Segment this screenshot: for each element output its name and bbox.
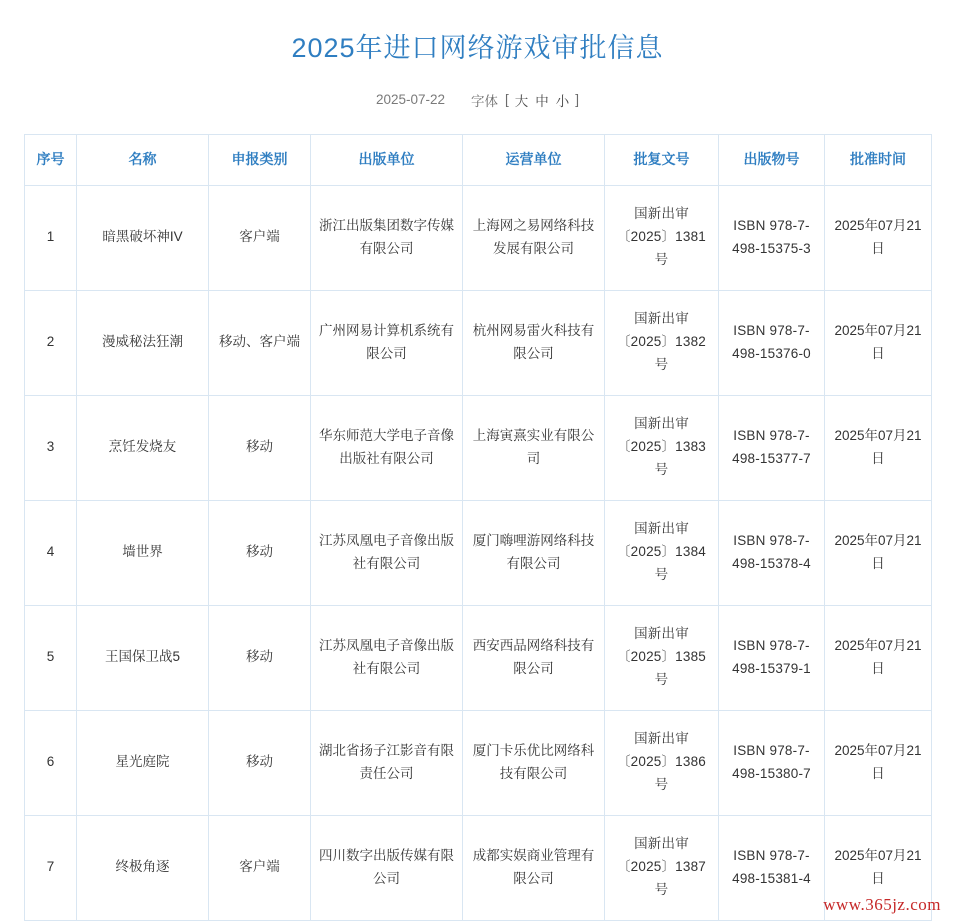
- bracket-close: ]: [575, 92, 580, 108]
- cell-name: 墙世界: [77, 500, 209, 605]
- table-header-row: [25, 134, 932, 185]
- cell-publisher: 浙江出版集团数字传媒有限公司: [311, 185, 463, 290]
- cell-isbn: ISBN 978-7-498-15381-4: [719, 815, 825, 920]
- column-header-no: 序号: [25, 134, 77, 185]
- cell-doc-no: 国新出审〔2025〕1381号: [605, 185, 719, 290]
- approval-table-wrap: [24, 134, 931, 921]
- cell-doc-no: 国新出审〔2025〕1383号: [605, 395, 719, 500]
- cell-category: 移动: [209, 395, 311, 500]
- approval-table: [24, 134, 932, 921]
- cell-name: 王国保卫战5: [77, 605, 209, 710]
- cell-name: 暗黑破坏神IV: [77, 185, 209, 290]
- cell-name: 烹饪发烧友: [77, 395, 209, 500]
- cell-publisher: 四川数字出版传媒有限公司: [311, 815, 463, 920]
- cell-no: 1: [25, 185, 77, 290]
- table-row: [25, 290, 932, 395]
- cell-no: 7: [25, 815, 77, 920]
- cell-operator: 厦门卡乐优比网络科技有限公司: [463, 710, 605, 815]
- bracket-open: [: [505, 92, 509, 108]
- cell-operator: 西安西品网络科技有限公司: [463, 605, 605, 710]
- cell-doc-no: 国新出审〔2025〕1385号: [605, 605, 719, 710]
- column-header-doc-no: 批复文号: [605, 134, 719, 185]
- cell-operator: 厦门嗨哩游网络科技有限公司: [463, 500, 605, 605]
- cell-approval-date: 2025年07月21日: [825, 185, 932, 290]
- cell-category: 移动: [209, 605, 311, 710]
- table-row: [25, 605, 932, 710]
- cell-isbn: ISBN 978-7-498-15375-3: [719, 185, 825, 290]
- column-header-approval-date: 批准时间: [825, 134, 932, 185]
- cell-doc-no: 国新出审〔2025〕1387号: [605, 815, 719, 920]
- cell-no: 6: [25, 710, 77, 815]
- publish-date: 2025-07-22: [375, 92, 446, 108]
- cell-isbn: ISBN 978-7-498-15376-0: [719, 290, 825, 395]
- table-row: [25, 500, 932, 605]
- column-header-operator: 运营单位: [463, 134, 605, 185]
- cell-isbn: ISBN 978-7-498-15378-4: [719, 500, 825, 605]
- cell-approval-date: 2025年07月21日: [825, 290, 932, 395]
- font-size-label: 字体: [471, 93, 499, 109]
- cell-operator: 杭州网易雷火科技有限公司: [463, 290, 605, 395]
- cell-name: 漫威秘法狂潮: [77, 290, 209, 395]
- cell-no: 3: [25, 395, 77, 500]
- cell-approval-date: 2025年07月21日: [825, 605, 932, 710]
- cell-operator: 上海寅熹实业有限公司: [463, 395, 605, 500]
- cell-doc-no: 国新出审〔2025〕1382号: [605, 290, 719, 395]
- table-row: [25, 185, 932, 290]
- approval-table-body: [25, 185, 932, 920]
- cell-publisher: 华东师范大学电子音像出版社有限公司: [311, 395, 463, 500]
- cell-doc-no: 国新出审〔2025〕1386号: [605, 710, 719, 815]
- cell-approval-date: 2025年07月21日: [825, 395, 932, 500]
- page-title: 2025年进口网络游戏审批信息: [291, 33, 664, 63]
- cell-operator: 上海网之易网络科技发展有限公司: [463, 185, 605, 290]
- cell-publisher: 江苏凤凰电子音像出版社有限公司: [311, 500, 463, 605]
- cell-approval-date: 2025年07月21日: [825, 710, 932, 815]
- cell-name: 星光庭院: [77, 710, 209, 815]
- cell-publisher: 江苏凤凰电子音像出版社有限公司: [311, 605, 463, 710]
- cell-publisher: 广州网易计算机系统有限公司: [311, 290, 463, 395]
- cell-isbn: ISBN 978-7-498-15377-7: [719, 395, 825, 500]
- cell-category: 客户端: [209, 185, 311, 290]
- cell-name: 终极角逐: [77, 815, 209, 920]
- column-header-publisher: 出版单位: [311, 134, 463, 185]
- article-meta: [0, 90, 955, 110]
- column-header-isbn: 出版物号: [719, 134, 825, 185]
- cell-publisher: 湖北省扬子江影音有限责任公司: [311, 710, 463, 815]
- table-row: [25, 395, 932, 500]
- font-size-large[interactable]: 大: [514, 93, 529, 109]
- column-header-name: 名称: [77, 134, 209, 185]
- site-watermark: www.365jz.com: [823, 894, 941, 914]
- cell-no: 5: [25, 605, 77, 710]
- cell-isbn: ISBN 978-7-498-15379-1: [719, 605, 825, 710]
- font-size-medium[interactable]: 中: [535, 93, 549, 109]
- cell-operator: 成都实娱商业管理有限公司: [463, 815, 605, 920]
- cell-approval-date: 2025年07月21日: [825, 815, 932, 920]
- cell-category: 移动、客户端: [209, 290, 311, 395]
- font-size-small[interactable]: 小: [555, 93, 570, 109]
- table-row: [25, 815, 932, 920]
- column-header-category: 申报类别: [209, 134, 311, 185]
- table-row: [25, 710, 932, 815]
- cell-category: 移动: [209, 500, 311, 605]
- article-page: [0, 22, 955, 921]
- cell-doc-no: 国新出审〔2025〕1384号: [605, 500, 719, 605]
- cell-category: 客户端: [209, 815, 311, 920]
- font-size-control: [471, 90, 579, 110]
- cell-isbn: ISBN 978-7-498-15380-7: [719, 710, 825, 815]
- cell-category: 移动: [209, 710, 311, 815]
- cell-no: 4: [25, 500, 77, 605]
- cell-no: 2: [25, 290, 77, 395]
- cell-approval-date: 2025年07月21日: [825, 500, 932, 605]
